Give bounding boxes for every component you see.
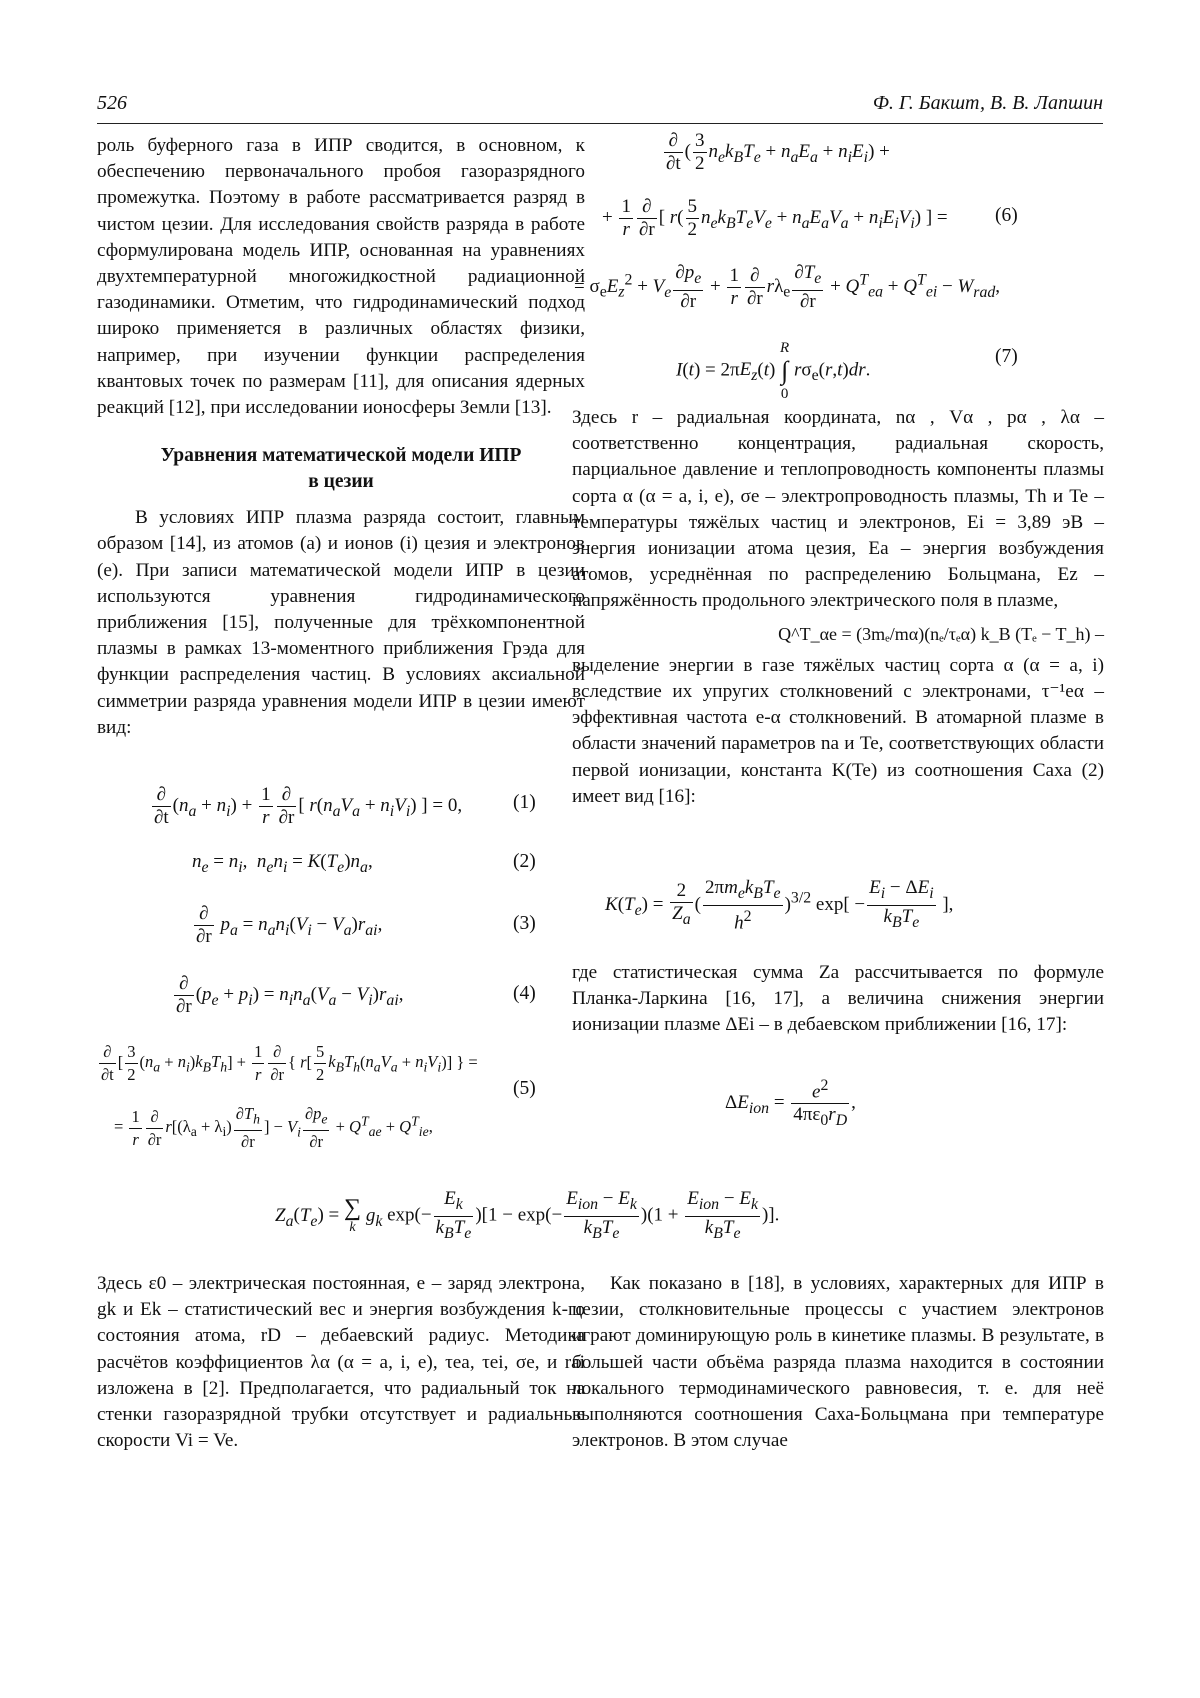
equation-1: $\frac{\partial}{\partial t}$ $(n_a + n_i)$ + $\frac{1}{r}$ $\frac{\partial}{\partial r}$ [ $r(n_aV_a + n_iV_i)$ ] = 0, (154, 784, 463, 828)
saha-equation: $K(T_e)$ = $\frac{2}{Z_a}$ ( $\frac{2\pi m_ek_BT_e}{h^2}$ )$^{3/2}$ exp[ − $\frac{E_i - \Delta E_i}{k_BT_e}$ ], (605, 877, 954, 934)
equation-number-5: (5) (513, 1078, 536, 1099)
right-column (572, 405, 1104, 810)
right-paragraph-3-block (572, 960, 1104, 1039)
bottom-right-column (572, 1271, 1104, 1454)
equation-number-4: (4) (513, 983, 536, 1004)
equation-number-7: (7) (995, 346, 1018, 367)
equation-5-line1: $\frac{\partial}{\partial t}$ [ $\frac{3}{2}$ $(n_a + n_i)k_BT_h$] + $\frac{1}{r}$ $\frac{\partial}{\partial r}$ { r[ $\frac{5}{2}$ $k_BT_h(n_aV_a + n_iV_i)$] } = (101, 1042, 478, 1084)
page-number: 526 (97, 92, 127, 114)
right-paragraph-2: выделение энергии в газе тяжёлых частиц сорта α (α = a, i) вследствие их упругих столкновений с электронами, τ⁻¹eα – эффективная частота e-α столкновений. В атомарной плазме в области значений параметров na и Te, соответствующих области первой ионизации, константа K(Te) из соотношения Саха (2) имеет вид [16]: (572, 654, 1104, 807)
equation-3: $\frac{\partial}{\partial r}$ $p_a = n_an_i(V_i - V_a)r_{ai}$, (196, 903, 383, 947)
running-header-authors: Ф. Г. Бакшт, В. В. Лапшин (872, 92, 1103, 114)
q-formula: Q^T_αe = (3mₑ/mα)(nₑ/τₑα) k_B (Tₑ − T_h) – (778, 623, 1104, 644)
right-paragraph-3: где статистическая сумма Za рассчитывается по формуле Планка-Ларкина [16, 17], а величина снижения энергии ионизации плазме ΔEi – в дебаевском приближении [16, 17]: (572, 962, 1104, 1036)
equation-5-line2: = $\frac{1}{r}$ $\frac{\partial}{\partial r}$ $r[(\lambda_a + \lambda_i)$ $\frac{\partial T_h}{\partial r}$ ] − $V_i$ $\frac{\partial p_e}{\partial r}$ + $Q^T_{ae} + Q^T_{ie}$, (114, 1104, 433, 1152)
equation-number-2: (2) (513, 851, 536, 872)
equation-2: $n_e = n_i$, $n_en_i = K(T_e)n_a$, (192, 851, 373, 876)
delta-e-equation: $\Delta E_{ion}$ = $\frac{e^2}{4\pi\varepsilon_0r_D}$ , (725, 1075, 856, 1132)
bottom-left-paragraph: Здесь ε0 – электрическая постоянная, e – заряд электрона, gk и Ek – статистический вес и энергия возбуждения k-го состояния атома, rD – дебаевский радиус. Методика расчётов коэффициентов λα (α = a, i, e), τea, τei, σe, и rai изложена в [2]. Предполагается, что радиальный ток на стенки газоразрядной трубки отсутствует и радиальные скорости Vi = Ve. (97, 1273, 585, 1452)
left-paragraph-2: В условиях ИПР плазма разряда состоит, главным образом [14], из атомов (a) и ионов (i) цезия и электронов (e). При записи математической модели ИПР в цезии используются уравнения гидродинамического приближения [15], полученные для трёхкомпонентной плазмы в рамках 13-моментного приближения Грэда для функции распределения частиц. В условиях аксиальной симметрии разряда уравнения модели ИПР в цезии имеют вид: (97, 507, 585, 738)
left-column (97, 133, 585, 741)
left-paragraph-1: роль буферного газа в ИПР сводится, в основном, к обеспечению первоначального пробоя газоразрядного промежутка. Поэтому в работе рассматривается разряд в чистом цезии. Для исследования свойств разряда в работе сформулирована модель ИПР, основанная на уравнениях двухтемпературной многожидкостной радиационной газодинамики. Отметим, что гидродинамический подход широко применяется в различных областях физики, например, при изучении функции распределения квантовых точек по размерам [11], для описания ядерных реакций [12], при исследовании ионосферы Земли [13]. (97, 135, 585, 419)
za-equation: $Z_a(T_e)$ = ∑ k $g_k$ exp(− $\frac{E_k}{k_BT_e}$ )[1 − exp(− $\frac{E_{ion} - E_k}{k_BT_e}$ )(1 + $\frac{E_{ion} - E_k}{k_BT_e}$ )]. (275, 1188, 779, 1245)
right-paragraph-1: Здесь r – радиальная координата, nα , Vα , pα , λα – соответственно концентрация, радиальная скорость, парциальное давление и теплопроводность компоненты плазмы сорта α (α = a, i, e), σe – электропроводность плазмы, Th и Te – температуры тяжёлых частиц и электронов, Ei = 3,89 эВ – энергия ионизации атома цезия, Ea – энергия возбуждения атомов, усреднённая по распределению Больцмана, Ez – напряжённость продольного электрического поля в плазме, (572, 407, 1104, 612)
header-rule (97, 123, 1103, 124)
equation-number-1: (1) (513, 792, 536, 813)
section-title-line2: в цезии (308, 471, 374, 493)
section-title-line1: Уравнения математической модели ИПР (160, 445, 522, 467)
equation-6-line3: = $\sigma_eE_z^2 + V_e$ $\frac{\partial p_e}{\partial r}$ + $\frac{1}{r}$ $\frac{\partial}{\partial r}$ $r\lambda_e$ $\frac{\partial T_e}{\partial r}$ + $Q^T_{ea} + Q^T_{ei} - W_{rad}$, (574, 262, 1001, 312)
bottom-right-paragraph: Как показано в [18], в условиях, характерных для ИПР в цезии, столкновительные процессы с участием электронов играют доминирующую роль в кинетике плазмы. В результате, в большей части объёма разряда плазма находится в состоянии локального термодинамического равновесия, т. е. для неё выполняются соотношения Саха-Больцмана при температуре электронов. В этом случае (572, 1273, 1104, 1452)
equation-4: $\frac{\partial}{\partial r}$ $(p_e + p_i) = n_in_a(V_a - V_i)r_{ai}$, (176, 973, 404, 1017)
bottom-left-column (97, 1271, 585, 1454)
equation-number-6: (6) (995, 205, 1018, 226)
equation-7: $I(t) = 2\pi E_z(t)$ R ∫ 0 $r\sigma_e(r,t)dr$. (676, 340, 871, 402)
equation-6-line1: $\frac{\partial}{\partial t}$ ( $\frac{3}{2}$ $n_ek_BT_e + n_aE_a + n_iE_i$) + (666, 130, 890, 174)
equation-number-3: (3) (513, 913, 536, 934)
equation-6-line2: + $\frac{1}{r}$ $\frac{\partial}{\partial r}$ [ r( $\frac{5}{2}$ $n_ek_BT_eV_e + n_aE_aV_a + n_iE_iV_i$) ] = (602, 196, 948, 240)
